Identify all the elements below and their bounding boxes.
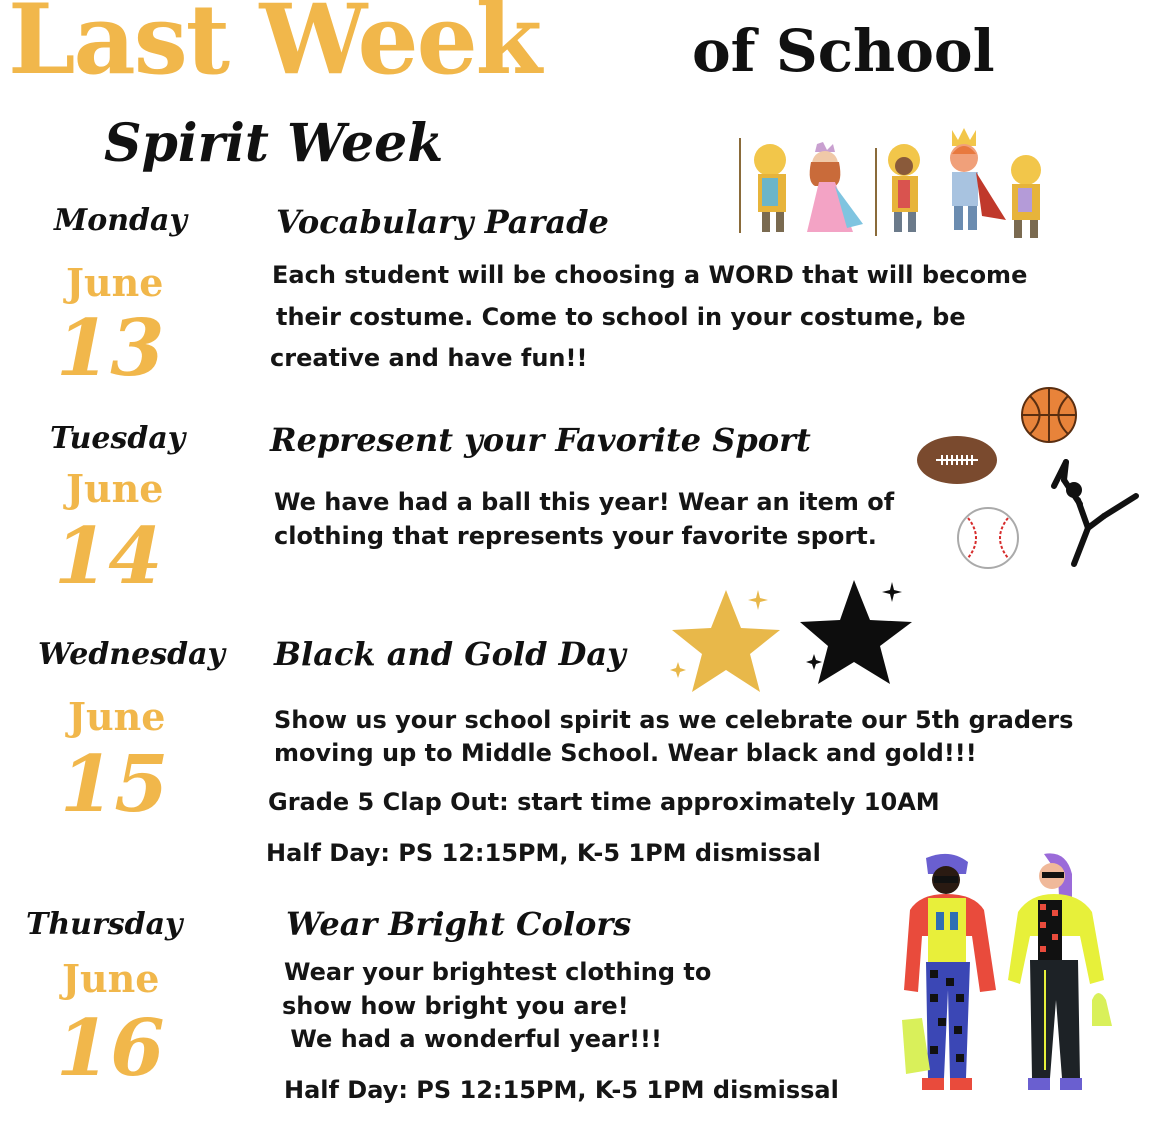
costume-parade-kids-illustration (722, 128, 1062, 240)
description-line: show how bright you are! (282, 992, 629, 1020)
description-line: clothing that represents your favorite sport. (274, 522, 877, 550)
description-line: Each student will be choosing a WORD that will become (272, 261, 1028, 289)
description-line: creative and have fun!! (270, 344, 588, 372)
note-line: Grade 5 Clap Out: start time approximately 10AM (268, 788, 940, 816)
description-line: their costume. Come to school in your costume, be (276, 303, 966, 331)
month-label: June (66, 466, 164, 511)
month-label: June (66, 260, 164, 305)
gold-star-icon (664, 582, 788, 702)
page-title-suffix: of School (692, 17, 995, 85)
baseball-icon (956, 506, 1020, 570)
description-line: moving up to Middle School. Wear black and gold!!! (274, 739, 977, 767)
note-line: Half Day: PS 12:15PM, K-5 1PM dismissal (266, 839, 821, 867)
section-heading: Spirit Week (104, 113, 444, 174)
day-number: 16 (56, 1003, 165, 1094)
description-line: Show us your school spirit as we celebrate our 5th graders (274, 706, 1074, 734)
day-number: 13 (56, 303, 165, 394)
note-line: Half Day: PS 12:15PM, K-5 1PM dismissal (284, 1076, 839, 1104)
description-line: Wear your brightest clothing to (284, 958, 712, 986)
football-icon (916, 434, 998, 486)
description-line: We have had a ball this year! Wear an item of (274, 488, 895, 516)
gymnast-silhouette-icon (1044, 456, 1144, 568)
month-label: June (62, 956, 160, 1001)
month-label: June (68, 694, 166, 739)
weekday-thursday: Thursday (26, 907, 183, 942)
page-title: Last Week (8, 0, 541, 96)
basketball-icon (1020, 386, 1078, 444)
weekday-monday: Monday (54, 203, 187, 238)
weekday-wednesday: Wednesday (38, 637, 225, 672)
theme-title: Represent your Favorite Sport (270, 421, 811, 459)
day-number: 15 (60, 739, 169, 830)
theme-title: Black and Gold Day (274, 635, 626, 673)
day-number: 14 (54, 511, 163, 602)
black-star-icon (796, 576, 920, 692)
bright-clothes-people-illustration (900, 850, 1120, 1100)
weekday-tuesday: Tuesday (50, 421, 186, 456)
theme-title: Vocabulary Parade (276, 203, 609, 241)
theme-title: Wear Bright Colors (286, 905, 632, 943)
description-line: We had a wonderful year!!! (282, 1025, 662, 1053)
